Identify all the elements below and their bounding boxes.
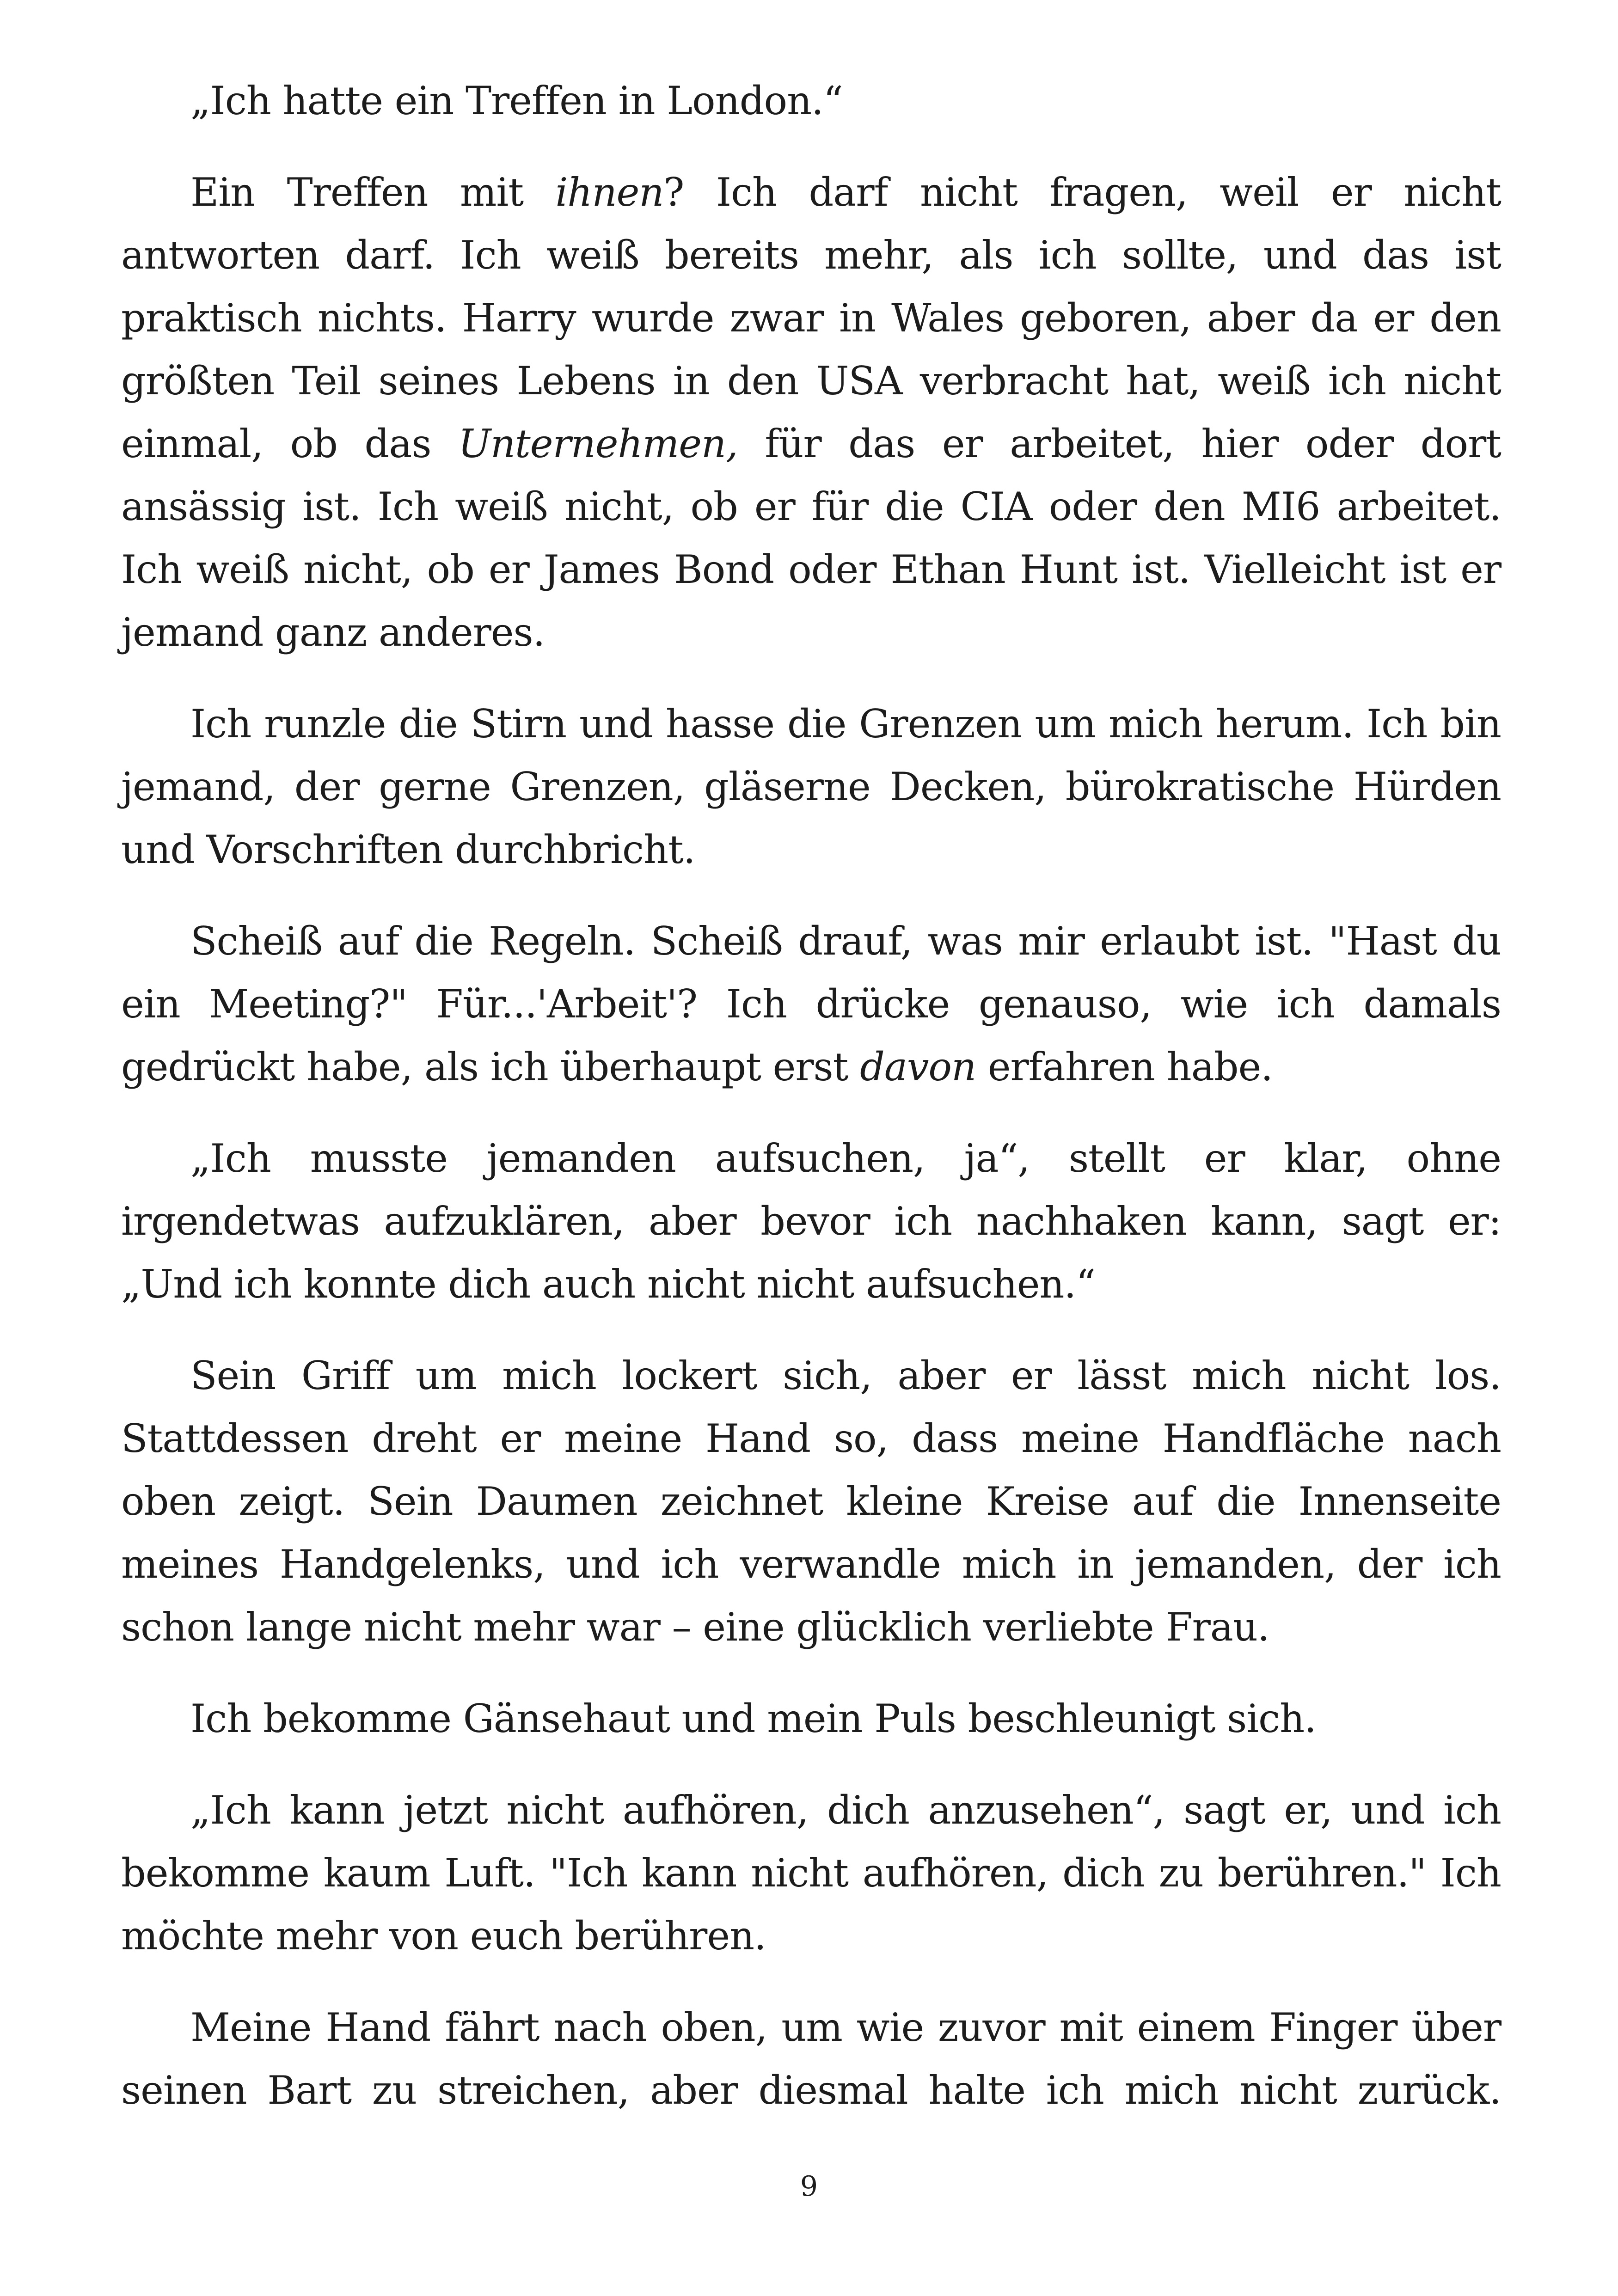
text-run: „Ich musste jemanden aufsuchen, ja“, stellt er klar, ohne irgendetwas aufzuklären, aber bevor ich nachhaken kann, sagt er: „Und ich konnte dich auch nicht nicht aufsuchen.“ (121, 1136, 1501, 1307)
text-run: ? Ich darf nicht fragen, weil er nicht antworten darf. Ich weiß bereits mehr, als ich sollte, und das ist praktisch nichts. Harry wurde zwar in Wales geboren, aber da er den größten Teil seines Lebens in den USA verbracht hat, weiß ich nicht einmal, ob das (121, 170, 1501, 466)
paragraph-5 (121, 1127, 1501, 1316)
text-run: Scheiß auf die Regeln. Scheiß drauf, was mir erlaubt ist. "Hast du ein Meeting?" Für...'Arbeit'? Ich drücke genauso, wie ich damals gedrückt habe, als ich überhaupt erst (121, 918, 1501, 1090)
text-run: Meine Hand fährt nach oben, um wie zuvor mit einem Finger über seinen Bart zu streichen, aber diesmal halte ich mich nicht zurück. (121, 2005, 1501, 2113)
paragraph-7 (121, 1687, 1501, 1750)
text-run: Ich runzle die Stirn und hasse die Grenzen um mich herum. Ich bin jemand, der gerne Grenzen, gläserne Decken, bürokratische Hürden und Vorschriften durchbricht. (121, 701, 1501, 872)
paragraph-1 (121, 69, 1501, 132)
text-run: „Ich kann jetzt nicht aufhören, dich anzusehen“, sagt er, und ich bekomme kaum Luft. "Ich kann nicht aufhören, dich zu berühren." Ich möchte mehr von euch berühren. (121, 1788, 1501, 1959)
paragraph-9 (121, 1996, 1501, 2122)
paragraph-3 (121, 692, 1501, 881)
text-run: erfahren habe. (976, 1044, 1273, 1090)
page-number: 9 (800, 2170, 818, 2203)
body-text (121, 69, 1501, 2150)
italic-text-run: davon (860, 1044, 976, 1090)
italic-text-run: Unternehmen, (458, 421, 738, 466)
text-run: für das er arbeitet, hier oder dort ansässig ist. Ich weiß nicht, ob er für die CIA oder den MI6 arbeitet. Ich weiß nicht, ob er James Bond oder Ethan Hunt ist. Vielleicht ist er jemand ganz anderes. (121, 421, 1501, 655)
paragraph-6 (121, 1344, 1501, 1659)
text-run: „Ich hatte ein Treffen in London.“ (190, 78, 843, 123)
paragraph-2 (121, 161, 1501, 664)
text-run: Sein Griff um mich lockert sich, aber er lässt mich nicht los. Stattdessen dreht er meine Hand so, dass meine Handfläche nach oben zeigt. Sein Daumen zeichnet kleine Kreise auf die Innenseite meines Handgelenks, und ich verwandle mich in jemanden, der ich schon lange nicht mehr war – eine glücklich verliebte Frau. (121, 1353, 1501, 1650)
paragraph-8 (121, 1779, 1501, 1967)
italic-text-run: ihnen (555, 170, 664, 215)
text-run: Ein Treffen mit (190, 170, 556, 215)
paragraph-4 (121, 910, 1501, 1098)
text-run: Ich bekomme Gänsehaut und mein Puls beschleunigt sich. (190, 1696, 1316, 1741)
